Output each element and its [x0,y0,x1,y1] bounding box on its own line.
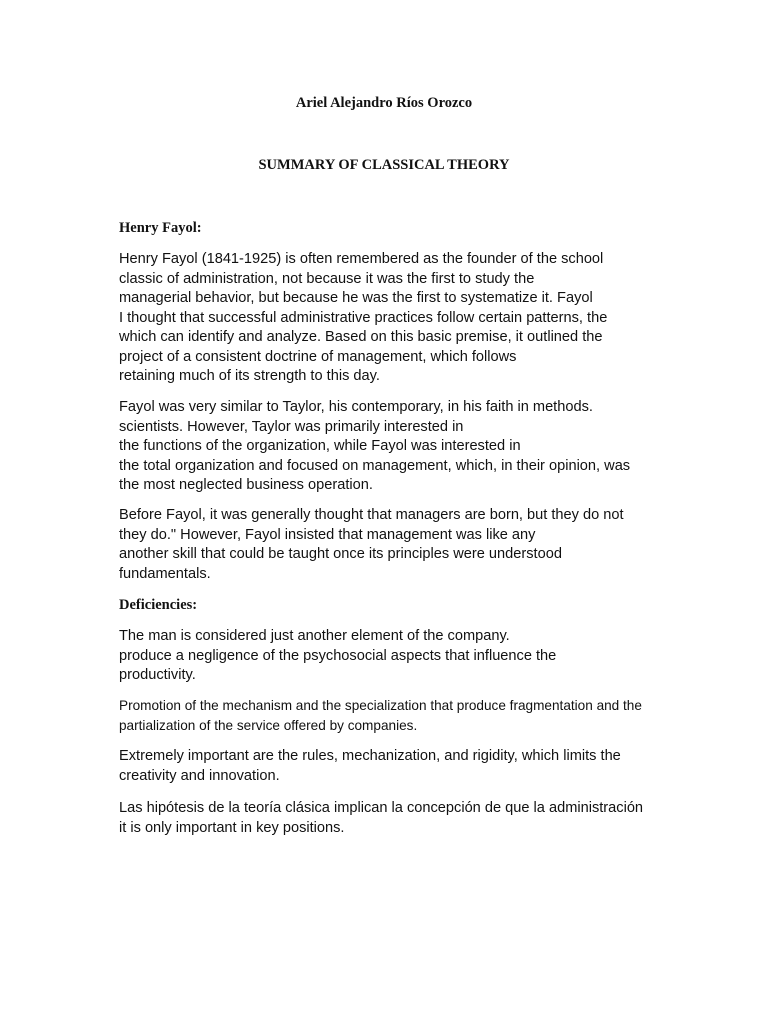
paragraph-line: Before Fayol, it was generally thought that managers are born, but they do not [119,507,624,523]
paragraph-line: they do." However, Fayol insisted that management was like any [119,526,536,543]
paragraph-line: Promotion of the mechanism and the specialization that produce fragmentation and the [119,698,642,713]
section-heading-deficiencies: Deficiencies: [119,597,198,613]
paragraph-line: retaining much of its strength to this day. [119,368,380,384]
paragraph-line: productivity. [119,667,196,683]
paragraph-managers-born [119,506,699,584]
author-name: Ariel Alejandro Ríos Orozco [295,95,473,111]
paragraph-deficiency-hypotheses [119,799,699,838]
paragraph-line: fundamentals. [119,565,211,582]
paragraph-line: the total organization and focused on management, which, in their opinion, was [119,457,631,474]
paragraph-line: it is only important in key positions. [119,819,345,836]
paragraph-line: the most neglected business operation. [119,477,373,493]
section-heading-henry-fayol: Henry Fayol: [119,220,202,236]
paragraph-line: scientists. However, Taylor was primarily interested in [119,418,464,435]
paragraph-line: project of a consistent doctrine of management, which follows [119,348,517,365]
paragraph-fayol-taylor [119,398,699,496]
paragraph-line: Fayol was very similar to Taylor, his contemporary, in his faith in methods. [119,399,593,415]
paragraph-line: Extremely important are the rules, mechanization, and rigidity, which limits the [119,748,621,764]
paragraph-fayol-intro [119,250,699,387]
paragraph-line: another skill that could be taught once its principles were understood [119,546,562,562]
paragraph-deficiency-mechanism [119,696,699,736]
document-title: SUMMARY OF CLASSICAL THEORY [258,157,510,173]
paragraph-line: which can identify and analyze. Based on this basic premise, it outlined the [119,329,603,345]
paragraph-line: partialization of the service offered by companies. [119,718,418,733]
paragraph-line: creativity and innovation. [119,767,280,784]
paragraph-line: The man is considered just another element of the company. [119,628,510,644]
paragraph-line: Henry Fayol (1841-1925) is often remembered as the founder of the school [119,251,604,267]
paragraph-line: I thought that successful administrative practices follow certain patterns, the [119,309,608,326]
paragraph-line: the functions of the organization, while Fayol was interested in [119,438,521,454]
paragraph-line: classic of administration, not because it was the first to study the [119,270,535,287]
paragraph-line: produce a negligence of the psychosocial aspects that influence the [119,647,557,664]
paragraph-deficiency-rules [119,747,699,786]
paragraph-line: managerial behavior, but because he was the first to systematize it. Fayol [119,290,593,306]
paragraph-deficiency-man [119,627,699,686]
paragraph-line: Las hipótesis de la teoría clásica implican la concepción de que la administración [119,800,644,816]
